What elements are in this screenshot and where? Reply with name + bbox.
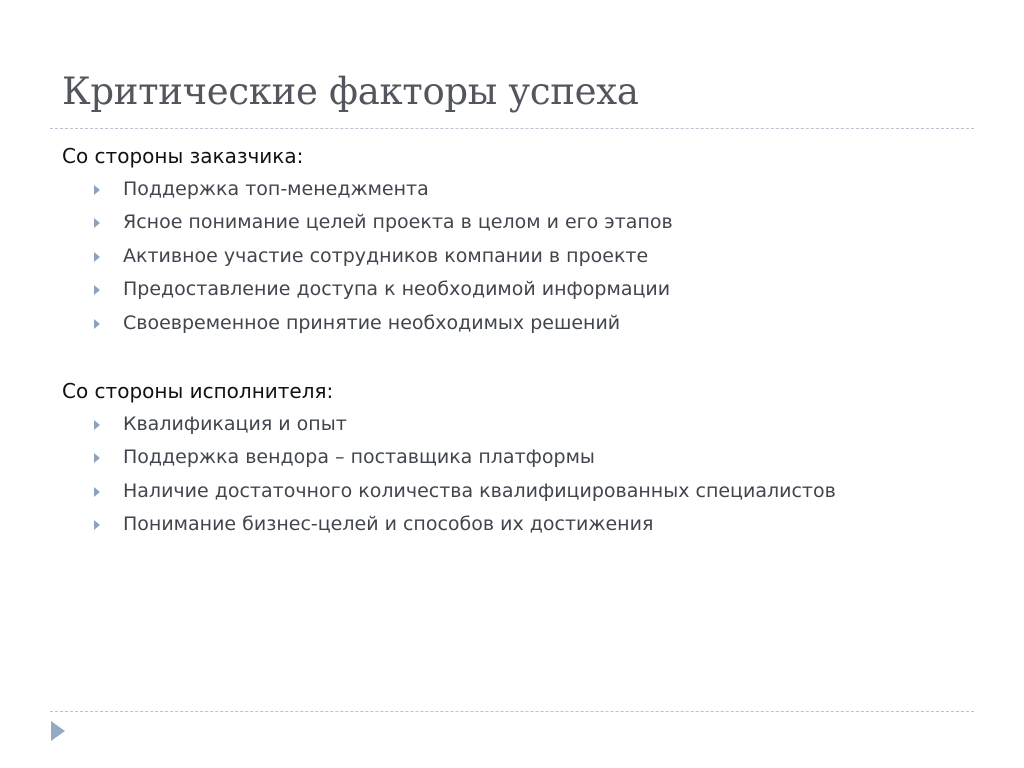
chevron-right-icon: [94, 185, 100, 195]
list-item: [62, 240, 962, 273]
list-item-text: Понимание бизнес-целей и способов их достижения: [123, 513, 654, 536]
section-heading: Со стороны заказчика:: [62, 144, 304, 168]
title-divider: [50, 128, 974, 129]
slide-title: Критические факторы успеха: [62, 70, 639, 113]
list-item-text: Наличие достаточного количества квалифицированных специалистов: [123, 479, 836, 502]
list-item: [62, 206, 962, 239]
bullet-list: [62, 173, 962, 340]
bullet-list: [62, 408, 962, 542]
list-item-text: Активное участие сотрудников компании в проекте: [123, 244, 649, 267]
list-item-text: Квалификация и опыт: [123, 412, 347, 435]
section-customer: [62, 139, 962, 340]
list-item-text: Ясное понимание целей проекта в целом и его этапов: [123, 211, 673, 234]
list-item: [62, 273, 962, 306]
list-item: [62, 508, 962, 541]
section-heading: Со стороны исполнителя:: [62, 378, 334, 403]
chevron-right-icon: [94, 252, 100, 262]
chevron-right-icon: [94, 487, 100, 497]
list-item: [62, 475, 962, 508]
chevron-right-icon: [94, 218, 100, 228]
list-item: [62, 441, 962, 474]
list-item-text: Поддержка топ-менеджмента: [123, 178, 429, 200]
next-slide-arrow-icon[interactable]: [51, 721, 65, 741]
chevron-right-icon: [94, 453, 100, 463]
chevron-right-icon: [94, 319, 100, 329]
list-item: [62, 307, 962, 340]
list-item: [62, 408, 962, 441]
list-item: [62, 173, 962, 206]
list-item-text: Поддержка вендора – поставщика платформы: [123, 446, 595, 469]
chevron-right-icon: [94, 420, 100, 430]
section-spacer: [62, 340, 962, 374]
slide-content: [62, 139, 962, 542]
chevron-right-icon: [94, 285, 100, 295]
footer-divider: [50, 711, 974, 712]
list-item-text: Предоставление доступа к необходимой информации: [123, 278, 671, 301]
section-contractor: [62, 374, 962, 542]
list-item-text: Своевременное принятие необходимых решений: [123, 311, 621, 334]
chevron-right-icon: [94, 520, 100, 530]
